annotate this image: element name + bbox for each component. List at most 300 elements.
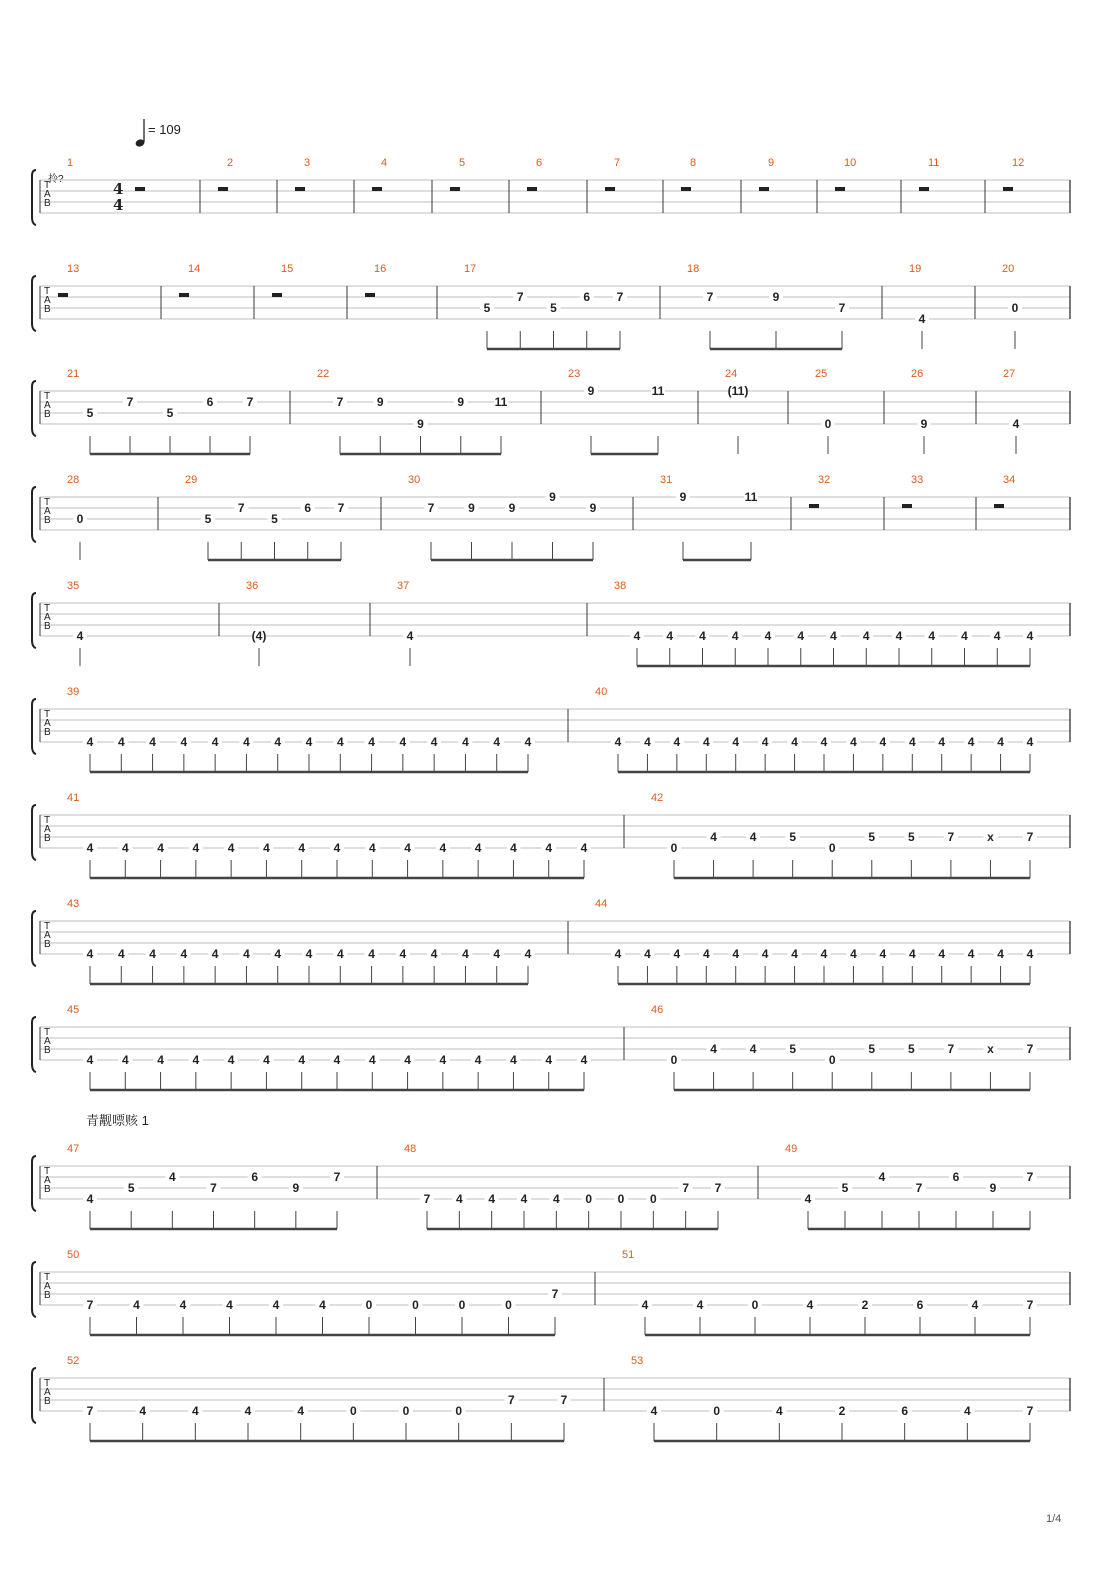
fret-number: 9 [589,501,597,515]
staff-system [32,368,1070,454]
measure [408,474,600,560]
fret-number: 4 [791,735,798,749]
fret-number: 0 [505,1298,512,1312]
whole-rest [218,187,228,191]
measure [67,792,591,878]
measure [759,157,774,191]
measure-number: 7 [614,157,621,169]
measure-number: 6 [536,157,543,169]
tab-clef-letter: B [44,621,51,632]
measure [372,157,387,191]
measure-number: 25 [815,368,828,380]
measure-number: 33 [911,474,924,486]
measure-number: 23 [568,368,581,380]
fret-number: 4 [666,629,674,643]
fret-number: (11) [727,384,749,398]
fret-number: 11 [651,384,665,398]
fret-number: 4 [895,629,903,643]
fret-number: 4 [86,1192,94,1206]
fret-number: 4 [938,947,946,961]
fret-number: x [987,830,994,844]
fret-number: 5 [550,301,557,315]
fret-number: 7 [947,1042,955,1056]
fret-number: 0 [713,1404,721,1418]
fret-number: 9 [920,417,928,431]
fret-number: 7 [616,290,624,304]
fret-number: 0 [349,1404,357,1418]
fret-number: 4 [263,841,270,855]
measure [67,1004,591,1090]
measure [67,368,257,454]
fret-number: 4 [227,841,235,855]
fret-number: 4 [702,735,710,749]
fret-number: 9 [376,395,384,409]
tab-clef-letter: B [44,515,51,526]
tempo-marking [135,119,181,148]
fret-number: 4 [761,947,769,961]
fret-number: 4 [878,1170,886,1184]
staff-system [32,1355,1070,1441]
fret-number: 4 [179,1298,187,1312]
measure [902,474,923,508]
tab-clef-letter: B [44,198,51,209]
tab-clef-letter: A [44,1175,51,1186]
fret-number: 4 [333,841,341,855]
fret-number: 4 [967,735,975,749]
fret-number: 4 [180,735,188,749]
section-label: 青觏嘌赅 1 [86,1113,149,1128]
fret-number: 4 [1026,947,1034,961]
fret-number: 4 [633,629,641,643]
fret-number: 4 [918,312,926,326]
fret-number: 4 [298,841,306,855]
fret-number: 0 [76,512,84,526]
fret-number: 7 [86,1404,94,1418]
fret-number: 4 [86,735,94,749]
fret-number: 4 [430,947,438,961]
fret-number: 7 [682,1181,690,1195]
fret-number: 4 [775,1404,783,1418]
measure [568,368,665,454]
fret-number: 4 [520,1192,528,1206]
whole-rest [365,293,375,297]
tab-clef-letter: A [44,930,51,941]
time-signature-bottom: 4 [113,196,124,214]
fret-number: 4 [368,735,375,749]
measure-number: 3 [304,157,311,169]
measure-number: 11 [928,157,940,169]
tab-clef-letter: B [44,409,51,420]
track-name: 拎? [48,174,64,185]
measure-number: 2 [227,157,234,169]
tab-clef-letter: B [44,1396,51,1407]
measure-number: 26 [911,368,924,380]
fret-number: 4 [180,947,188,961]
fret-number: 4 [699,629,706,643]
measure [919,157,939,191]
measure-number: 1 [67,157,74,169]
fret-number: 4 [862,629,870,643]
measure [595,898,1037,984]
measure-number: 20 [1002,263,1015,275]
fret-number: 4 [272,1298,280,1312]
measure [815,368,835,454]
measure [317,368,508,454]
measure-number: 35 [67,580,80,592]
staff-brace [32,1156,36,1211]
fret-number: 4 [226,1298,233,1312]
tab-clef-letter: T [44,709,51,720]
fret-number: 6 [304,501,312,515]
fret-number: 4 [243,947,250,961]
fret-number: 4 [644,947,651,961]
fret-number: 4 [368,841,376,855]
fret-number: 4 [157,1053,164,1067]
fret-number: 4 [806,1298,814,1312]
measure-number: 24 [725,368,738,380]
fret-number: 4 [820,947,828,961]
whole-rest [835,187,845,191]
tab-clef-letter: T [44,1378,51,1389]
measure-number: 45 [67,1004,80,1016]
tab-clef-letter: T [44,1027,51,1038]
measure-number: 22 [317,368,330,380]
fret-number: 4 [333,1053,341,1067]
measure [246,580,266,666]
measure [687,263,849,349]
fret-number: 5 [271,512,278,526]
measure-number: 32 [818,474,831,486]
measure [651,792,1037,878]
fret-number: 6 [583,290,591,304]
fret-number: 4 [244,1404,252,1418]
fret-number: 7 [336,395,344,409]
measure-number: 28 [67,474,80,486]
whole-rest [681,187,691,191]
tab-clef-letter: T [44,921,51,932]
fret-number: 4 [191,1404,199,1418]
measure-number: 10 [844,157,857,169]
fret-number: 0 [824,417,832,431]
fret-number: 4 [227,1053,235,1067]
fret-number: 4 [243,735,250,749]
tab-clef-letter: T [44,1272,51,1283]
tab-clef-letter: T [44,497,51,508]
fret-number: 7 [1026,1042,1034,1056]
fret-number: 4 [305,947,313,961]
fret-number: 4 [157,841,164,855]
staff-system [32,686,1070,772]
tab-clef-letter: A [44,718,51,729]
tab-clef-letter: A [44,1281,51,1292]
tab-clef-letter: T [44,1166,51,1177]
measure [365,263,386,297]
measure-number: 38 [614,580,627,592]
fret-number: 5 [907,1042,915,1056]
fret-number: 4 [997,735,1004,749]
measure-number: 41 [67,792,80,804]
fret-number: 4 [673,735,681,749]
fret-number: 7 [551,1287,559,1301]
staff-system [32,263,1070,349]
fret-number: 9 [468,501,475,515]
measure-number: 36 [246,580,259,592]
fret-number: 4 [545,841,553,855]
fret-number: 4 [117,735,125,749]
fret-number: 9 [679,490,687,504]
whole-rest [58,293,68,297]
measure-number: 31 [660,474,673,486]
staff-system [32,792,1070,878]
fret-number: 4 [614,947,622,961]
fret-number: 4 [908,947,916,961]
fret-number: 4 [710,830,717,844]
fret-number: x [987,1042,994,1056]
staff-system [32,157,1070,225]
tab-clef-letter: B [44,833,51,844]
fret-number: 4 [850,735,857,749]
measure [681,157,696,191]
measure-number: 27 [1003,368,1016,380]
fret-number: 4 [614,735,622,749]
fret-number: 4 [731,629,739,643]
fret-number: 4 [804,1192,812,1206]
tab-clef-letter: A [44,189,51,200]
fret-number: 4 [580,1053,588,1067]
measure [1003,368,1023,454]
fret-number: 5 [204,512,212,526]
fret-number: 4 [908,735,916,749]
fret-number: 0 [402,1404,410,1418]
fret-number: 7 [507,1393,515,1407]
fret-number: 4 [462,947,469,961]
fret-number: 4 [493,947,501,961]
fret-number: 4 [791,947,798,961]
measure-number: 12 [1012,157,1025,169]
fret-number: 7 [1026,1170,1034,1184]
fret-number: 4 [545,1053,553,1067]
measure-number: 4 [381,157,388,169]
fret-number: 4 [493,735,501,749]
fret-number: 4 [830,629,837,643]
measure-number: 50 [67,1249,80,1261]
tempo-label: = 109 [148,122,181,137]
tab-clef-letter: A [44,506,51,517]
whole-rest [902,504,912,508]
fret-number: 4 [820,735,828,749]
fret-number: 4 [439,841,447,855]
fret-number: 4 [319,1298,326,1312]
fret-number: 4 [524,947,532,961]
fret-number: 5 [841,1181,849,1195]
measure [614,580,1037,666]
fret-number: 4 [641,1298,649,1312]
fret-number: 4 [997,947,1004,961]
fret-number: 4 [644,735,651,749]
measure-number: 34 [1003,474,1016,486]
tab-clef-letter: B [44,304,51,315]
fret-number: 0 [455,1404,463,1418]
measure-number: 46 [651,1004,664,1016]
fret-number: 4 [139,1404,147,1418]
tab-clef-letter: T [44,391,51,402]
tab-clef-letter: A [44,824,51,835]
fret-number: 5 [166,406,174,420]
fret-number: 6 [206,395,214,409]
fret-number: 9 [549,490,556,504]
fret-number: 5 [127,1181,135,1195]
fret-number: 6 [251,1170,259,1184]
fret-number: 4 [580,841,588,855]
measure-number: 48 [404,1143,417,1155]
fret-number: 4 [404,1053,411,1067]
measure [179,263,200,297]
tab-clef-letter: B [44,1045,51,1056]
fret-number: 4 [938,735,946,749]
measure-number: 47 [67,1143,80,1155]
measure-number: 5 [459,157,466,169]
fret-number: 6 [916,1298,924,1312]
fret-number: 2 [838,1404,846,1418]
fret-number: 4 [971,1298,979,1312]
fret-number: 0 [617,1192,625,1206]
fret-number: 6 [952,1170,960,1184]
measure [67,1143,344,1229]
tab-clef-letter: T [44,603,51,614]
measure [185,474,348,560]
fret-number: 4 [86,841,94,855]
fret-number: 4 [879,735,887,749]
fret-number: 4 [305,735,313,749]
fret-number: 4 [430,735,438,749]
fret-number: 7 [86,1298,94,1312]
staff-system [32,474,1070,560]
fret-number: 4 [336,735,344,749]
whole-rest [1003,187,1013,191]
fret-number: 9 [989,1181,997,1195]
fret-number: 7 [333,1170,341,1184]
measure-number: 40 [595,686,608,698]
fret-number: 5 [907,830,915,844]
fret-number: 4 [149,735,156,749]
fret-number: 5 [483,301,491,315]
measure [58,263,79,297]
staff-brace [32,699,36,754]
fret-number: 5 [789,830,797,844]
fret-number: 4 [297,1404,305,1418]
fret-number: 4 [404,841,411,855]
whole-rest [450,187,460,191]
measure-number: 44 [595,898,608,910]
whole-rest [605,187,615,191]
fret-number: 4 [761,735,769,749]
fret-number: 9 [772,290,780,304]
fret-number: 11 [744,490,758,504]
staff-brace [32,487,36,542]
staff-brace [32,1017,36,1072]
fret-number: 4 [1026,629,1034,643]
fret-number: 4 [552,1192,560,1206]
fret-number: 4 [1026,735,1034,749]
tab-clef-letter: A [44,612,51,623]
measure [651,1004,1037,1090]
whole-rest [994,504,1004,508]
measure-number: 42 [651,792,664,804]
measure-number: 19 [909,263,922,275]
fret-number: 4 [963,1404,971,1418]
staff-brace [32,805,36,860]
tab-clef-letter: A [44,1387,51,1398]
fret-number: 4 [749,830,757,844]
fret-number: 4 [710,1042,717,1056]
whole-rest [179,293,189,297]
fret-number: 4 [650,1404,658,1418]
measure [1003,157,1024,191]
fret-number: 4 [928,629,936,643]
fret-number: 4 [117,947,125,961]
fret-number: 0 [670,1053,678,1067]
measure [404,1143,725,1229]
measure [809,474,830,508]
fret-number: 5 [868,1042,876,1056]
fret-number: 2 [861,1298,869,1312]
fret-number: 4 [274,947,282,961]
fret-number: 0 [670,841,678,855]
fret-number: 4 [967,947,975,961]
fret-number: 7 [838,301,846,315]
whole-rest [135,187,145,191]
fret-number: 4 [1012,417,1020,431]
fret-number: 4 [961,629,968,643]
fret-number: 4 [488,1192,496,1206]
measure-number: 52 [67,1355,80,1367]
measure [67,1249,562,1335]
fret-number: 4 [510,1053,517,1067]
tab-clef-letter: B [44,1290,51,1301]
fret-number: 5 [86,406,94,420]
fret-number: 0 [458,1298,466,1312]
fret-number: 7 [246,395,254,409]
fret-number: 0 [365,1298,373,1312]
measure [909,263,929,349]
measure-number: 9 [768,157,775,169]
fret-number: 4 [474,841,482,855]
measure [67,686,535,772]
measure-number: 14 [188,263,201,275]
fret-number: 7 [915,1181,923,1195]
measure [464,263,627,349]
measure [67,898,535,984]
measure-number: 51 [622,1249,635,1261]
fret-number: 4 [406,629,414,643]
fret-number: 4 [702,947,710,961]
measure [994,474,1015,508]
staff-brace [32,911,36,966]
measure [67,1355,571,1441]
tab-clef-letter: A [44,295,51,306]
whole-rest [272,293,282,297]
tab-clef-letter: B [44,1184,51,1195]
fret-number: 4 [732,947,740,961]
fret-number: 4 [86,947,94,961]
fret-number: 4 [336,947,344,961]
fret-number: 4 [399,947,407,961]
fret-number: 4 [149,947,156,961]
fret-number: 4 [850,947,857,961]
fret-number: 7 [337,501,345,515]
measure-number: 13 [67,263,80,275]
fret-number: 6 [901,1404,909,1418]
